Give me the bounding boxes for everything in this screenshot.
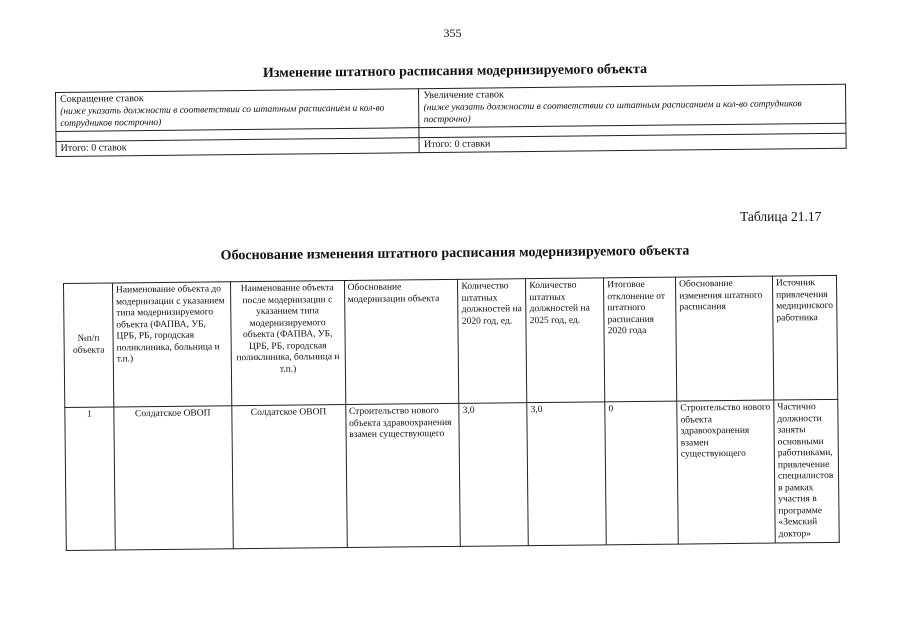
increase-header-title: Увеличение ставок <box>423 89 504 102</box>
header-count-2020: Количество штатных должностей на 2020 год, ед. <box>458 279 527 404</box>
reduction-header-title: Сокращение ставок <box>60 93 144 105</box>
header-count-2025: Количество штатных должностей на 2025 год, ед. <box>526 278 605 403</box>
row-deviation: 0 <box>605 401 678 545</box>
header-deviation: Итоговое отклонение от штатного расписания 2020 года <box>604 277 677 402</box>
header-modernization-justification: Обоснование модернизации объекта <box>344 279 459 404</box>
reduction-header-cell <box>56 89 420 132</box>
staffing-change-table <box>55 84 847 157</box>
page-number: 355 <box>443 26 462 40</box>
table-caption: Таблица 21.17 <box>740 209 822 224</box>
increase-total: Итого: 0 ставки <box>419 133 846 152</box>
row-staff-justification: Строительство нового объекта здравоохранения взамен существующего <box>677 400 775 544</box>
table-row <box>65 399 839 550</box>
increase-header-note: (ниже указать должности в соответствии со штатным расписанием и кол-во сотрудников построчно) <box>423 99 802 126</box>
row-object-after: Солдатское ОВОП <box>232 405 347 549</box>
row-object-before: Солдатское ОВОП <box>114 406 233 550</box>
justification-title: Обоснование изменения штатного расписания модернизируемого объекта <box>220 243 690 264</box>
header-object-before: Наименование объекта до модернизации с указанием типа модернизируемого объекта (ФАПВА, УБ, ЦРБ, РБ, городская поликлиника, больница и т.п.) <box>112 282 231 407</box>
reduction-header-note: (ниже указать должности в соответствии со штатным расписанием и кол-во сотрудников построчно) <box>60 103 385 129</box>
header-source: Источник привлечения медицинского работника <box>772 275 837 400</box>
staffing-change-title: Изменение штатного расписания модернизируемого объекта <box>262 61 648 82</box>
row-modernization-justification: Строительство нового объекта здравоохранения взамен существующего <box>345 403 460 547</box>
header-object-after: Наименование объекта после модернизации с указанием типа модернизируемого объекта (ФАПВА, УБ, ЦРБ, РБ, городская поликлиника, больница и т.п.) <box>230 281 345 406</box>
row-count-2025: 3,0 <box>527 402 606 546</box>
header-number: №п/п объекта <box>64 283 114 408</box>
reduction-total: Итого: 0 ставок <box>56 138 420 157</box>
justification-table <box>63 275 840 551</box>
increase-header-cell <box>419 84 846 127</box>
row-number: 1 <box>65 407 115 551</box>
row-source: Частично должности заняты основными работниками, привлечение специалистов в рамках участия в программе «Земский доктор» <box>774 399 840 543</box>
header-staff-justification: Обоснование изменения штатного расписания <box>676 276 774 401</box>
row-count-2020: 3,0 <box>459 403 528 547</box>
